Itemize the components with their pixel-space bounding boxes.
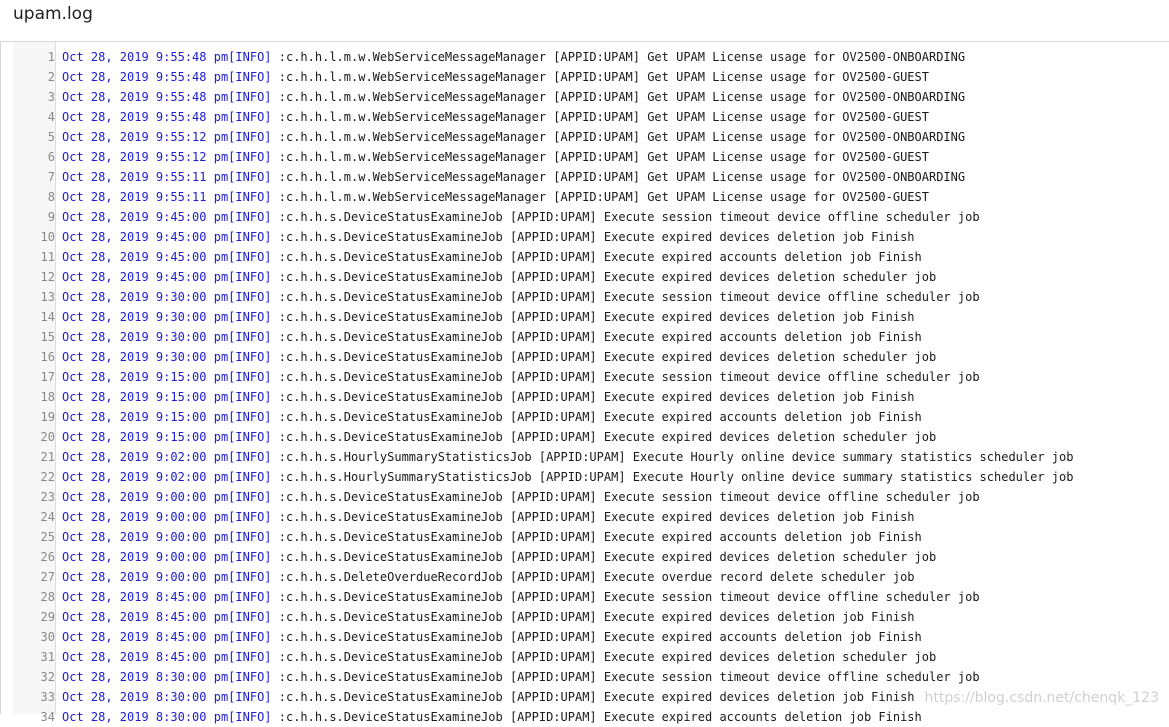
log-level: [INFO]: [228, 410, 272, 424]
log-message: :c.h.h.s.DeviceStatusExamineJob [APPID:UPAM] Execute expired devices deletion scheduler job: [271, 350, 937, 364]
log-level: [INFO]: [228, 510, 272, 524]
log-message: :c.h.h.s.DeviceStatusExamineJob [APPID:UPAM] Execute session timeout device offline scheduler job: [271, 210, 980, 224]
log-timestamp: Oct 28, 2019 9:00:00 pm: [62, 490, 229, 504]
log-message: :c.h.h.s.DeviceStatusExamineJob [APPID:UPAM] Execute expired devices deletion scheduler job: [271, 650, 937, 664]
log-entry: [62, 567, 915, 587]
log-entry: [62, 587, 980, 607]
log-timestamp: Oct 28, 2019 9:15:00 pm: [62, 410, 229, 424]
line-number: 26: [40, 550, 55, 564]
log-entry: [62, 187, 929, 207]
log-level: [INFO]: [228, 210, 272, 224]
line-number: 34: [40, 710, 55, 724]
log-line: [0, 127, 1169, 147]
log-timestamp: Oct 28, 2019 9:30:00 pm: [62, 330, 229, 344]
log-timestamp: Oct 28, 2019 9:00:00 pm: [62, 530, 229, 544]
log-line: [0, 627, 1169, 647]
log-message: :c.h.h.s.DeviceStatusExamineJob [APPID:UPAM] Execute expired devices deletion job Finish: [271, 230, 915, 244]
line-number: 33: [40, 690, 55, 704]
log-timestamp: Oct 28, 2019 9:00:00 pm: [62, 570, 229, 584]
log-entry: [62, 427, 936, 447]
log-level: [INFO]: [228, 650, 272, 664]
line-number: 3: [47, 90, 55, 104]
log-entry: [62, 667, 980, 687]
log-message: :c.h.h.l.m.w.WebServiceMessageManager [APPID:UPAM] Get UPAM License usage for OV2500-ONBOARDING: [271, 90, 966, 104]
log-line: [0, 67, 1169, 87]
log-timestamp: Oct 28, 2019 9:02:00 pm: [62, 450, 229, 464]
line-number: 9: [47, 210, 55, 224]
log-message: :c.h.h.l.m.w.WebServiceMessageManager [APPID:UPAM] Get UPAM License usage for OV2500-GUEST: [271, 190, 929, 204]
log-message: :c.h.h.s.DeviceStatusExamineJob [APPID:UPAM] Execute expired accounts deletion job Finish: [271, 530, 922, 544]
log-message: :c.h.h.s.DeviceStatusExamineJob [APPID:UPAM] Execute expired accounts deletion job Finish: [271, 630, 922, 644]
log-viewer[interactable]: [0, 42, 1169, 724]
line-number: 30: [40, 630, 55, 644]
log-message: :c.h.h.s.DeviceStatusExamineJob [APPID:UPAM] Execute expired accounts deletion job Finish: [271, 710, 922, 724]
log-message: :c.h.h.s.DeviceStatusExamineJob [APPID:UPAM] Execute expired accounts deletion job Finish: [271, 250, 922, 264]
log-line: [0, 707, 1169, 727]
log-message: :c.h.h.s.DeviceStatusExamineJob [APPID:UPAM] Execute expired devices deletion scheduler job: [271, 430, 937, 444]
log-line: [0, 407, 1169, 427]
log-entry: [62, 627, 922, 647]
log-level: [INFO]: [228, 130, 272, 144]
log-entry: [62, 67, 929, 87]
log-level: [INFO]: [228, 610, 272, 624]
log-entry: [62, 47, 965, 67]
watermark-text: https://blog.csdn.net/chenqk_123: [924, 690, 1159, 706]
log-level: [INFO]: [228, 150, 272, 164]
log-level: [INFO]: [228, 690, 272, 704]
log-entry: [62, 87, 965, 107]
log-level: [INFO]: [228, 50, 272, 64]
log-message: :c.h.h.l.m.w.WebServiceMessageManager [APPID:UPAM] Get UPAM License usage for OV2500-ONBOARDING: [271, 50, 966, 64]
line-number: 24: [40, 510, 55, 524]
log-message: :c.h.h.s.DeviceStatusExamineJob [APPID:UPAM] Execute expired accounts deletion job Finish: [271, 410, 922, 424]
log-timestamp: Oct 28, 2019 9:15:00 pm: [62, 430, 229, 444]
log-level: [INFO]: [228, 190, 272, 204]
log-message: :c.h.h.s.DeviceStatusExamineJob [APPID:UPAM] Execute expired devices deletion job Finish: [271, 690, 915, 704]
log-timestamp: Oct 28, 2019 9:45:00 pm: [62, 250, 229, 264]
line-number: 27: [40, 570, 55, 584]
log-entry: [62, 527, 922, 547]
log-message: :c.h.h.s.HourlySummaryStatisticsJob [APPID:UPAM] Execute Hourly online device summary statistics scheduler job: [271, 450, 1074, 464]
log-line: [0, 87, 1169, 107]
log-message: :c.h.h.l.m.w.WebServiceMessageManager [APPID:UPAM] Get UPAM License usage for OV2500-GUEST: [271, 70, 929, 84]
log-timestamp: Oct 28, 2019 9:55:11 pm: [62, 170, 229, 184]
line-number: 5: [47, 130, 55, 144]
line-number: 7: [47, 170, 55, 184]
log-timestamp: Oct 28, 2019 9:30:00 pm: [62, 290, 229, 304]
log-line: [0, 587, 1169, 607]
log-message: :c.h.h.s.DeviceStatusExamineJob [APPID:UPAM] Execute session timeout device offline scheduler job: [271, 670, 980, 684]
log-timestamp: Oct 28, 2019 9:55:11 pm: [62, 190, 229, 204]
line-number: 23: [40, 490, 55, 504]
log-timestamp: Oct 28, 2019 9:00:00 pm: [62, 510, 229, 524]
log-line: [0, 167, 1169, 187]
log-message: :c.h.h.s.DeviceStatusExamineJob [APPID:UPAM] Execute expired devices deletion job Finish: [271, 390, 915, 404]
log-timestamp: Oct 28, 2019 8:30:00 pm: [62, 670, 229, 684]
log-entry: [62, 227, 915, 247]
log-line: [0, 607, 1169, 627]
log-message: :c.h.h.s.DeviceStatusExamineJob [APPID:UPAM] Execute expired devices deletion job Finish: [271, 310, 915, 324]
log-message: :c.h.h.s.DeleteOverdueRecordJob [APPID:UPAM] Execute overdue record delete scheduler job: [271, 570, 915, 584]
line-number: 10: [40, 230, 55, 244]
line-number: 21: [40, 450, 55, 464]
log-message: :c.h.h.l.m.w.WebServiceMessageManager [APPID:UPAM] Get UPAM License usage for OV2500-ONBOARDING: [271, 130, 966, 144]
log-entry: [62, 507, 915, 527]
log-level: [INFO]: [228, 390, 272, 404]
log-level: [INFO]: [228, 430, 272, 444]
log-timestamp: Oct 28, 2019 8:45:00 pm: [62, 630, 229, 644]
line-number: 20: [40, 430, 55, 444]
log-level: [INFO]: [228, 330, 272, 344]
log-line: [0, 307, 1169, 327]
line-number: 4: [47, 110, 55, 124]
log-level: [INFO]: [228, 630, 272, 644]
log-entry: [62, 267, 936, 287]
log-line: [0, 47, 1169, 67]
log-entry: [62, 327, 922, 347]
log-timestamp: Oct 28, 2019 9:15:00 pm: [62, 370, 229, 384]
log-entry: [62, 647, 936, 667]
log-message: :c.h.h.s.DeviceStatusExamineJob [APPID:UPAM] Execute session timeout device offline scheduler job: [271, 490, 980, 504]
line-number: 25: [40, 530, 55, 544]
log-timestamp: Oct 28, 2019 9:55:48 pm: [62, 50, 229, 64]
log-line: [0, 187, 1169, 207]
line-number: 32: [40, 670, 55, 684]
log-timestamp: Oct 28, 2019 9:00:00 pm: [62, 550, 229, 564]
log-entry: [62, 687, 915, 707]
log-entry: [62, 127, 965, 147]
log-level: [INFO]: [228, 370, 272, 384]
line-number: 28: [40, 590, 55, 604]
line-number: 29: [40, 610, 55, 624]
line-number: 12: [40, 270, 55, 284]
log-timestamp: Oct 28, 2019 9:45:00 pm: [62, 270, 229, 284]
log-entry: [62, 467, 1073, 487]
log-message: :c.h.h.s.DeviceStatusExamineJob [APPID:UPAM] Execute session timeout device offline scheduler job: [271, 290, 980, 304]
log-line: [0, 467, 1169, 487]
log-level: [INFO]: [228, 110, 272, 124]
log-line: [0, 267, 1169, 287]
log-level: [INFO]: [228, 470, 272, 484]
log-entry: [62, 347, 936, 367]
log-timestamp: Oct 28, 2019 9:02:00 pm: [62, 470, 229, 484]
log-entry: [62, 287, 980, 307]
log-line: [0, 327, 1169, 347]
log-timestamp: Oct 28, 2019 8:45:00 pm: [62, 650, 229, 664]
log-message: :c.h.h.s.DeviceStatusExamineJob [APPID:UPAM] Execute expired devices deletion scheduler job: [271, 270, 937, 284]
log-line: [0, 247, 1169, 267]
log-line: [0, 227, 1169, 247]
log-level: [INFO]: [228, 550, 272, 564]
log-line: [0, 527, 1169, 547]
log-level: [INFO]: [228, 350, 272, 364]
line-number: 11: [40, 250, 55, 264]
log-entry: [62, 167, 965, 187]
log-line: [0, 667, 1169, 687]
line-number: 16: [40, 350, 55, 364]
log-level: [INFO]: [228, 70, 272, 84]
log-message: :c.h.h.l.m.w.WebServiceMessageManager [APPID:UPAM] Get UPAM License usage for OV2500-GUEST: [271, 110, 929, 124]
log-line: [0, 147, 1169, 167]
log-timestamp: Oct 28, 2019 9:30:00 pm: [62, 350, 229, 364]
log-entry: [62, 247, 922, 267]
log-timestamp: Oct 28, 2019 8:30:00 pm: [62, 690, 229, 704]
log-entry: [62, 147, 929, 167]
log-line: [0, 447, 1169, 467]
line-number: 2: [47, 70, 55, 84]
log-level: [INFO]: [228, 270, 272, 284]
log-timestamp: Oct 28, 2019 9:55:48 pm: [62, 90, 229, 104]
log-message: :c.h.h.s.DeviceStatusExamineJob [APPID:UPAM] Execute expired accounts deletion job Finish: [271, 330, 922, 344]
log-message: :c.h.h.l.m.w.WebServiceMessageManager [APPID:UPAM] Get UPAM License usage for OV2500-GUEST: [271, 150, 929, 164]
log-message: :c.h.h.s.DeviceStatusExamineJob [APPID:UPAM] Execute expired devices deletion scheduler job: [271, 550, 937, 564]
log-entry: [62, 367, 980, 387]
log-entry: [62, 707, 922, 727]
log-level: [INFO]: [228, 570, 272, 584]
line-number: 22: [40, 470, 55, 484]
line-number: 18: [40, 390, 55, 404]
log-line: [0, 387, 1169, 407]
log-message: :c.h.h.s.DeviceStatusExamineJob [APPID:UPAM] Execute session timeout device offline scheduler job: [271, 370, 980, 384]
log-message: :c.h.h.l.m.w.WebServiceMessageManager [APPID:UPAM] Get UPAM License usage for OV2500-ONBOARDING: [271, 170, 966, 184]
log-line: [0, 647, 1169, 667]
log-line: [0, 427, 1169, 447]
log-level: [INFO]: [228, 170, 272, 184]
line-number: 19: [40, 410, 55, 424]
log-timestamp: Oct 28, 2019 9:55:48 pm: [62, 70, 229, 84]
line-number: 8: [47, 190, 55, 204]
log-message: :c.h.h.s.DeviceStatusExamineJob [APPID:UPAM] Execute expired devices deletion job Finish: [271, 510, 915, 524]
file-title: upam.log: [13, 4, 93, 24]
log-level: [INFO]: [228, 90, 272, 104]
log-message: :c.h.h.s.DeviceStatusExamineJob [APPID:UPAM] Execute expired devices deletion job Finish: [271, 610, 915, 624]
log-timestamp: Oct 28, 2019 9:45:00 pm: [62, 230, 229, 244]
log-timestamp: Oct 28, 2019 9:55:12 pm: [62, 130, 229, 144]
file-header: [0, 0, 1169, 34]
log-entry: [62, 547, 936, 567]
log-line: [0, 567, 1169, 587]
log-line: [0, 547, 1169, 567]
log-message: :c.h.h.s.HourlySummaryStatisticsJob [APPID:UPAM] Execute Hourly online device summary statistics scheduler job: [271, 470, 1074, 484]
log-entry: [62, 307, 915, 327]
log-timestamp: Oct 28, 2019 8:45:00 pm: [62, 610, 229, 624]
log-entry: [62, 107, 929, 127]
log-level: [INFO]: [228, 250, 272, 264]
log-timestamp: Oct 28, 2019 9:15:00 pm: [62, 390, 229, 404]
log-level: [INFO]: [228, 310, 272, 324]
log-timestamp: Oct 28, 2019 9:30:00 pm: [62, 310, 229, 324]
log-level: [INFO]: [228, 290, 272, 304]
log-entry: [62, 607, 915, 627]
log-level: [INFO]: [228, 450, 272, 464]
log-level: [INFO]: [228, 230, 272, 244]
log-entry: [62, 407, 922, 427]
log-line: [0, 367, 1169, 387]
log-timestamp: Oct 28, 2019 8:30:00 pm: [62, 710, 229, 724]
log-timestamp: Oct 28, 2019 9:55:12 pm: [62, 150, 229, 164]
line-number: 13: [40, 290, 55, 304]
line-number: 14: [40, 310, 55, 324]
line-number: 6: [47, 150, 55, 164]
log-timestamp: Oct 28, 2019 9:45:00 pm: [62, 210, 229, 224]
line-number: 1: [47, 50, 55, 64]
log-entry: [62, 487, 980, 507]
log-entry: [62, 207, 980, 227]
log-timestamp: Oct 28, 2019 9:55:48 pm: [62, 110, 229, 124]
log-level: [INFO]: [228, 490, 272, 504]
log-level: [INFO]: [228, 710, 272, 724]
log-level: [INFO]: [228, 530, 272, 544]
log-level: [INFO]: [228, 670, 272, 684]
log-entry: [62, 447, 1073, 467]
log-line: [0, 287, 1169, 307]
log-line: [0, 207, 1169, 227]
log-message: :c.h.h.s.DeviceStatusExamineJob [APPID:UPAM] Execute session timeout device offline scheduler job: [271, 590, 980, 604]
log-line: [0, 507, 1169, 527]
log-timestamp: Oct 28, 2019 8:45:00 pm: [62, 590, 229, 604]
log-line: [0, 347, 1169, 367]
log-entry: [62, 387, 915, 407]
log-level: [INFO]: [228, 590, 272, 604]
log-line: [0, 487, 1169, 507]
line-number: 17: [40, 370, 55, 384]
line-number: 31: [40, 650, 55, 664]
line-number: 15: [40, 330, 55, 344]
log-line: [0, 107, 1169, 127]
